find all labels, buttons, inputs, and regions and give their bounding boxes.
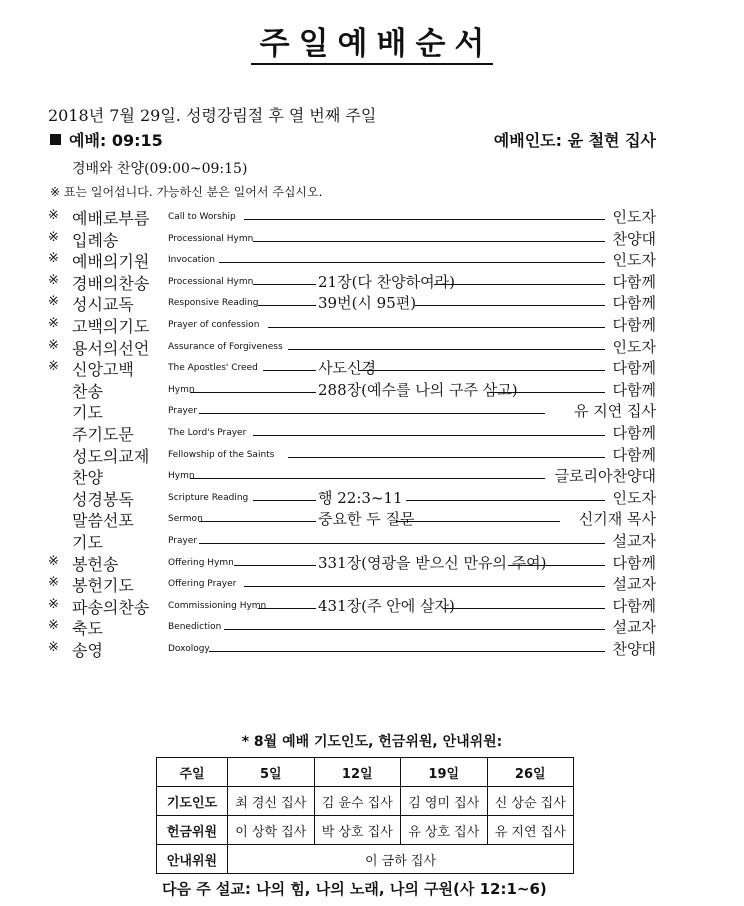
order-item	[48, 638, 656, 660]
order-item-name: 성도의교제	[72, 446, 150, 466]
schedule-cell: 김 윤수 집사	[314, 787, 401, 816]
leader-line	[199, 543, 605, 544]
schedule-cell: 박 상호 집사	[314, 816, 401, 845]
order-item-name: 용서의선언	[72, 338, 150, 358]
leader-line	[199, 413, 545, 414]
service-time: 예배: 09:15	[50, 128, 163, 151]
standing-mark: ※	[48, 315, 59, 331]
order-item-name: 기도	[72, 403, 103, 423]
leader-line	[396, 521, 560, 522]
order-item-detail: 행 22:3~11	[318, 488, 403, 507]
order-item-responsible: 찬양대	[612, 639, 656, 658]
leader-line	[268, 327, 605, 328]
order-item-name: 파송의찬송	[72, 597, 150, 617]
leader-line	[443, 608, 605, 609]
order-item-english: Processional Hymn	[168, 233, 254, 244]
order-item-responsible: 설교자	[612, 575, 656, 594]
worship-leader: 예배인도: 윤 철현 집사	[493, 131, 656, 150]
standing-mark: ※	[48, 596, 59, 612]
order-item-name: 예배의기원	[72, 252, 150, 272]
leader-line	[406, 500, 605, 501]
schedule-row-prayer	[157, 787, 574, 816]
order-item-responsible: 인도자	[612, 208, 656, 226]
order-item	[48, 616, 656, 638]
order-item	[48, 530, 656, 552]
schedule-cell: 최 경신 집사	[228, 787, 315, 816]
order-item	[48, 487, 656, 509]
leader-line	[190, 392, 316, 393]
order-item-name: 성경봉독	[72, 489, 134, 509]
order-item-responsible: 인도자	[612, 488, 656, 507]
order-item	[48, 314, 656, 336]
order-item-name: 찬양	[72, 468, 103, 488]
leader-line	[288, 457, 605, 458]
leader-line	[258, 305, 316, 306]
schedule-header-cell: 주일	[157, 758, 228, 787]
order-item-english: Hymn	[168, 384, 195, 395]
order-of-worship	[48, 206, 656, 659]
order-item-responsible: 설교자	[612, 618, 656, 637]
schedule-row-offering	[157, 816, 574, 845]
leader-line	[190, 478, 545, 479]
order-item-detail: 288장(예수를 나의 구주 삼고)	[318, 380, 518, 399]
order-item-english: Processional Hymn	[168, 276, 254, 287]
leader-line	[244, 586, 606, 587]
order-item-english: Invocation	[168, 255, 215, 266]
order-item-responsible: 찬양대	[612, 229, 656, 248]
order-item	[48, 400, 656, 422]
order-item-responsible: 다함께	[612, 315, 656, 334]
order-item-name: 주기도문	[72, 424, 134, 444]
order-item-responsible: 다함께	[612, 272, 656, 291]
standing-mark: ※	[48, 553, 59, 569]
order-item-english: Assurance of Forgiveness	[168, 341, 283, 352]
leader-line	[224, 629, 605, 630]
schedule-header-cell: 12일	[314, 758, 401, 787]
order-item-name: 송영	[72, 640, 103, 660]
order-item-name: 입례송	[72, 230, 119, 250]
standing-mark: ※	[48, 294, 59, 310]
schedule-header-cell: 26일	[487, 758, 574, 787]
order-item	[48, 379, 656, 401]
order-item-detail: 331장(영광을 받으신 만유의 주여)	[318, 553, 547, 572]
order-item-responsible: 다함께	[612, 596, 656, 615]
order-item-detail: 39번(시 95편)	[318, 294, 417, 313]
leader-line	[258, 608, 316, 609]
standing-mark: ※	[48, 359, 59, 375]
leader-line	[234, 565, 316, 566]
order-item-name: 기도	[72, 532, 103, 552]
leader-line	[199, 521, 316, 522]
schedule-row-label: 헌금위원	[157, 816, 228, 845]
schedule-header-cell: 19일	[401, 758, 488, 787]
order-item	[48, 552, 656, 574]
order-item	[48, 595, 656, 617]
order-item-name: 말씀선포	[72, 511, 134, 531]
order-item	[48, 271, 656, 293]
order-item	[48, 357, 656, 379]
standing-mark: ※	[48, 229, 59, 245]
order-item-name: 예배로부름	[72, 209, 150, 228]
schedule-cell: 유 지연 집사	[487, 816, 574, 845]
order-item	[48, 228, 656, 250]
order-item-english: Prayer	[168, 535, 198, 546]
schedule-header-row	[157, 758, 574, 787]
order-item-name: 경배의찬송	[72, 273, 150, 293]
order-item	[48, 206, 656, 228]
order-item	[48, 249, 656, 271]
schedule-row-label: 기도인도	[157, 787, 228, 816]
schedule-header-cell: 5일	[228, 758, 315, 787]
order-item-responsible: 다함께	[612, 423, 656, 442]
order-item-name: 축도	[72, 619, 103, 639]
order-item-name: 봉헌송	[72, 554, 119, 574]
leader-line	[253, 500, 316, 501]
order-item-name: 신앙고백	[72, 360, 134, 380]
leader-line	[434, 284, 605, 285]
order-item-english: Offering Hymn	[168, 557, 234, 568]
order-item-responsible: 다함께	[612, 359, 656, 378]
leader-line	[209, 651, 605, 652]
schedule-table	[156, 757, 574, 874]
order-item	[48, 508, 656, 530]
order-item-english: Prayer of confession	[168, 319, 260, 330]
order-item-responsible: 설교자	[612, 531, 656, 550]
order-item	[48, 422, 656, 444]
order-item	[48, 292, 656, 314]
schedule-cell: 이 상학 집사	[228, 816, 315, 845]
order-item-responsible: 신기재 목사	[578, 510, 656, 529]
order-item-name: 봉헌기도	[72, 576, 134, 596]
order-item-responsible: 인도자	[612, 337, 656, 356]
order-item-detail: 사도신경	[318, 359, 376, 378]
order-item-detail: 중요한 두 질문	[318, 510, 415, 529]
leader-line	[219, 262, 605, 263]
leader-line	[253, 284, 316, 285]
square-bullet-icon	[50, 134, 61, 145]
order-item-english: Sermon	[168, 514, 203, 525]
leader-line	[253, 241, 605, 242]
order-item-responsible: 글로리아찬양대	[554, 467, 656, 486]
leader-line	[508, 565, 605, 566]
order-item-detail: 21장(다 찬양하여라)	[318, 272, 455, 291]
schedule-cell: 이 금하 집사	[228, 845, 574, 874]
order-item-english: The Lord's Prayer	[168, 427, 247, 438]
order-item-english: Benediction	[168, 622, 222, 633]
order-item-english: Call to Worship	[168, 212, 236, 222]
schedule-cell: 김 영미 집사	[401, 787, 488, 816]
order-item-responsible: 다함께	[612, 294, 656, 313]
standing-mark: ※	[48, 639, 59, 655]
order-item-responsible: 유 지연 집사	[574, 402, 656, 421]
standing-mark: ※	[48, 575, 59, 591]
schedule-row-usher	[157, 845, 574, 874]
standing-mark: ※	[48, 618, 59, 634]
leader-line	[244, 219, 606, 220]
schedule-title: * 8월 예배 기도인도, 헌금위원, 안내위원:	[241, 734, 503, 750]
leader-line	[288, 349, 605, 350]
order-item	[48, 465, 656, 487]
order-item-name: 찬송	[72, 381, 103, 401]
standing-mark: ※	[48, 272, 59, 288]
order-item-english: Prayer	[168, 406, 198, 417]
leader-line	[253, 435, 605, 436]
standing-mark: ※	[48, 337, 59, 353]
date-line: 2018년 7월 29일. 성령강림절 후 열 번째 주일	[48, 106, 377, 125]
order-item-english: Doxology	[168, 643, 210, 654]
order-item-english: Commissioning Hymn	[168, 600, 267, 611]
order-item	[48, 573, 656, 595]
order-item	[48, 336, 656, 358]
order-item-responsible: 다함께	[612, 553, 656, 572]
standing-note: ※ 표는 일어섭니다. 가능하신 분은 일어서 주십시오.	[50, 185, 323, 199]
leader-line	[359, 370, 605, 371]
leader-line	[263, 370, 316, 371]
leader-line	[489, 392, 605, 393]
order-item-responsible: 인도자	[612, 251, 656, 270]
order-item-english: Offering Prayer	[168, 579, 237, 590]
standing-mark: ※	[48, 208, 59, 223]
order-item-detail: 431장(주 안에 살자)	[318, 596, 455, 615]
order-item-responsible: 다함께	[612, 380, 656, 399]
next-sermon: 다음 주 설교: 나의 힘, 나의 노래, 나의 구원(사 12:1~6)	[162, 880, 547, 898]
order-item-english: Responsive Reading	[168, 298, 259, 309]
leader-line	[415, 305, 605, 306]
order-item-name: 고백의기도	[72, 316, 150, 336]
order-item-english: Scripture Reading	[168, 492, 249, 503]
schedule-cell: 유 상호 집사	[401, 816, 488, 845]
schedule-row-label: 안내위원	[157, 845, 228, 874]
order-item-english: Hymn	[168, 471, 195, 482]
page-title: 주일예배순서	[0, 18, 744, 63]
order-item-name: 성시교독	[72, 295, 134, 315]
schedule-cell: 신 상순 집사	[487, 787, 574, 816]
standing-mark: ※	[48, 251, 59, 267]
order-item-english: The Apostles' Creed	[168, 363, 258, 374]
order-item	[48, 444, 656, 466]
praise-time: 경배와 찬양(09:00~09:15)	[72, 161, 248, 177]
order-item-english: Fellowship of the Saints	[168, 449, 275, 460]
order-item-responsible: 다함께	[612, 445, 656, 464]
